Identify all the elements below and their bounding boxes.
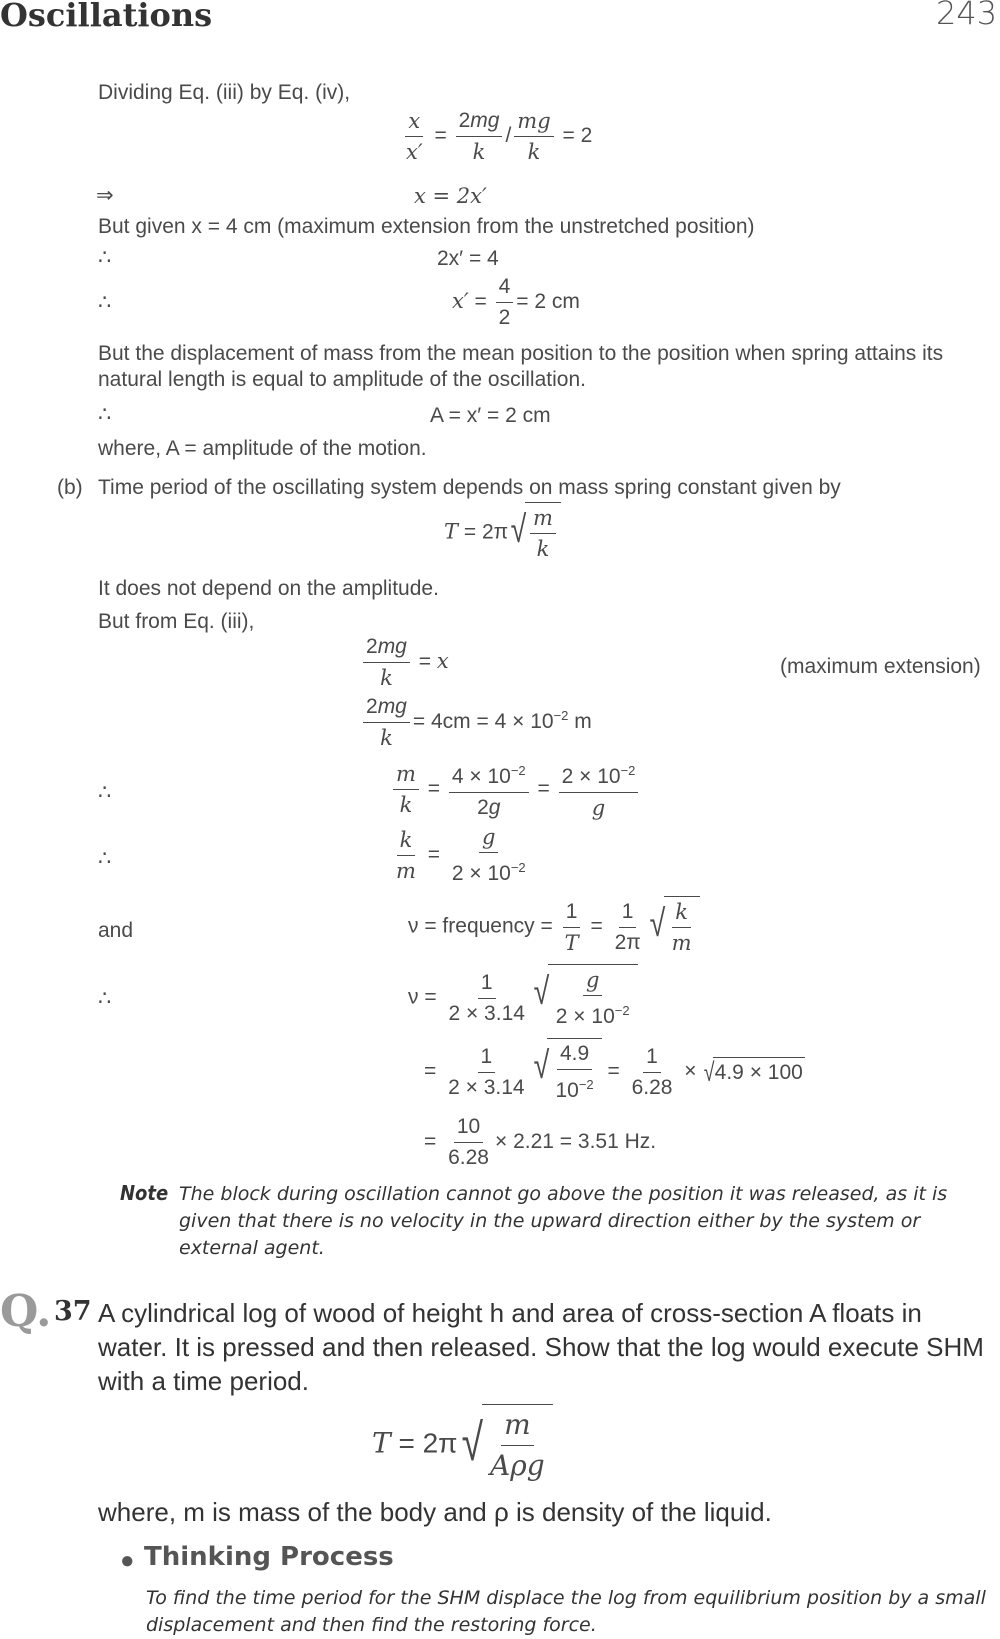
- eq-k-over-m: $\frac{k}{m}$ = $\frac{g}{2 \times 10^{-2}}$: [390, 822, 532, 889]
- frequency-substituted: ν = $\frac{1}{2 \times 3.14}$ √ $\frac{g}{2 \times 10^{-2}}$: [408, 964, 638, 1032]
- period-formula: T = 2π √ $\frac{m}{k}$: [444, 502, 561, 564]
- eq-amplitude: A = x′ = 2 cm: [430, 404, 551, 427]
- lightbulb-icon: ●: [120, 1547, 135, 1574]
- part-b-intro: Time period of the oscillating system depends on mass spring constant given by: [98, 476, 841, 499]
- therefore-symbol-5: ∴: [98, 847, 112, 870]
- log-period-formula: T = 2π √ $\frac{m}{\text{Aρg}}$: [372, 1404, 553, 1486]
- from-eq-iii: But from Eq. (iii),: [98, 610, 255, 633]
- question-text: A cylindrical log of wood of height h and area of cross-section A floats in water. It is pressed and then released. Show that the log would execute SHM with a time period.: [98, 1298, 984, 1396]
- question-number: 37: [54, 1296, 92, 1327]
- question-marker: Q.: [0, 1286, 52, 1337]
- therefore-symbol-6: ∴: [98, 987, 112, 1010]
- eq-x-equals-2xp: x = 2x′: [414, 184, 487, 208]
- thinking-process-text: To find the time period for the SHM displace the log from equilibrium position by a small displacement and then find the restoring force.: [146, 1587, 986, 1636]
- eq-4cm-text: = 4cm = 4 × 10: [412, 710, 554, 734]
- therefore-symbol-4: ∴: [98, 781, 112, 804]
- no-amplitude-dependence: It does not depend on the amplitude.: [98, 577, 439, 600]
- given-line: But given x = 4 cm (maximum extension from the unstretched position): [98, 215, 755, 238]
- frequency-final-value: × 2.21 = 3.51 Hz.: [494, 1130, 657, 1154]
- where-mass-density: where, m is mass of the body and ρ is density of the liquid.: [98, 1497, 772, 1527]
- ratio-equation: $\frac{x}{x'}$ = $\frac{2mg}{k}$ / $\frac{mg}{k}$ = 2: [400, 106, 592, 167]
- page-number: 243: [936, 0, 998, 32]
- frequency-lhs: ν = frequency =: [408, 914, 553, 938]
- eq-xp-result: x′ = $\frac{4}{2}$ = 2 cm: [452, 272, 580, 333]
- frequency-simplified: = $\frac{1}{2 \times 3.14}$ √ $\frac{4.9}{10^{-2}}$ = $\frac{1}{6.28}$ × √ 4.9 × 100: [424, 1038, 805, 1106]
- eq-m-over-k: $\frac{m}{k}$ = $\frac{4 \times 10^{-2}}{2g}$ = $\frac{2 \times 10^{-2}}{g}$: [390, 756, 641, 823]
- therefore-symbol-1: ∴: [98, 246, 112, 269]
- max-extension-note: (maximum extension): [780, 655, 981, 678]
- eq-2mg-k-4cm: $\frac{2mg}{k}$ = $4cm = 4 \times 10^{-2}$ m: [360, 692, 592, 753]
- thinking-process-title: Thinking Process: [144, 1542, 394, 1572]
- dividing-line: Dividing Eq. (iii) by Eq. (iv),: [98, 81, 351, 104]
- frequency-formula: ν = frequency = $\frac{1}{T}$ = $\frac{1}{2\pi}$ √ $\frac{k}{m}$: [408, 896, 700, 958]
- eq-2xp-4: 2x′ = 4: [437, 247, 499, 270]
- chapter-title: Oscillations: [0, 0, 213, 34]
- amplitude-paragraph: But the displacement of mass from the mean position to the position when spring attains its natural length is equal to amplitude of the oscillation.: [98, 342, 944, 391]
- therefore-symbol-3: ∴: [98, 403, 112, 426]
- therefore-symbol-2: ∴: [98, 291, 112, 314]
- implies-symbol: ⇒: [96, 184, 114, 207]
- frequency-final: = $\frac{10}{6.28}$ × 2.21 = 3.51 Hz.: [424, 1112, 656, 1173]
- and-label: and: [98, 919, 134, 942]
- eq-xp-result-value: = 2 cm: [516, 290, 580, 314]
- part-b-label: (b): [57, 476, 83, 499]
- eq-2mg-k-x: $\frac{2mg}{k}$ = x: [360, 632, 449, 693]
- note-label: Note: [120, 1181, 169, 1205]
- where-amplitude: where, A = amplitude of the motion.: [98, 437, 427, 460]
- note-text: The block during oscillation cannot go above the position it was released, as it is given that there is no velocity in the upward direction either by the system or external agent.: [179, 1183, 948, 1259]
